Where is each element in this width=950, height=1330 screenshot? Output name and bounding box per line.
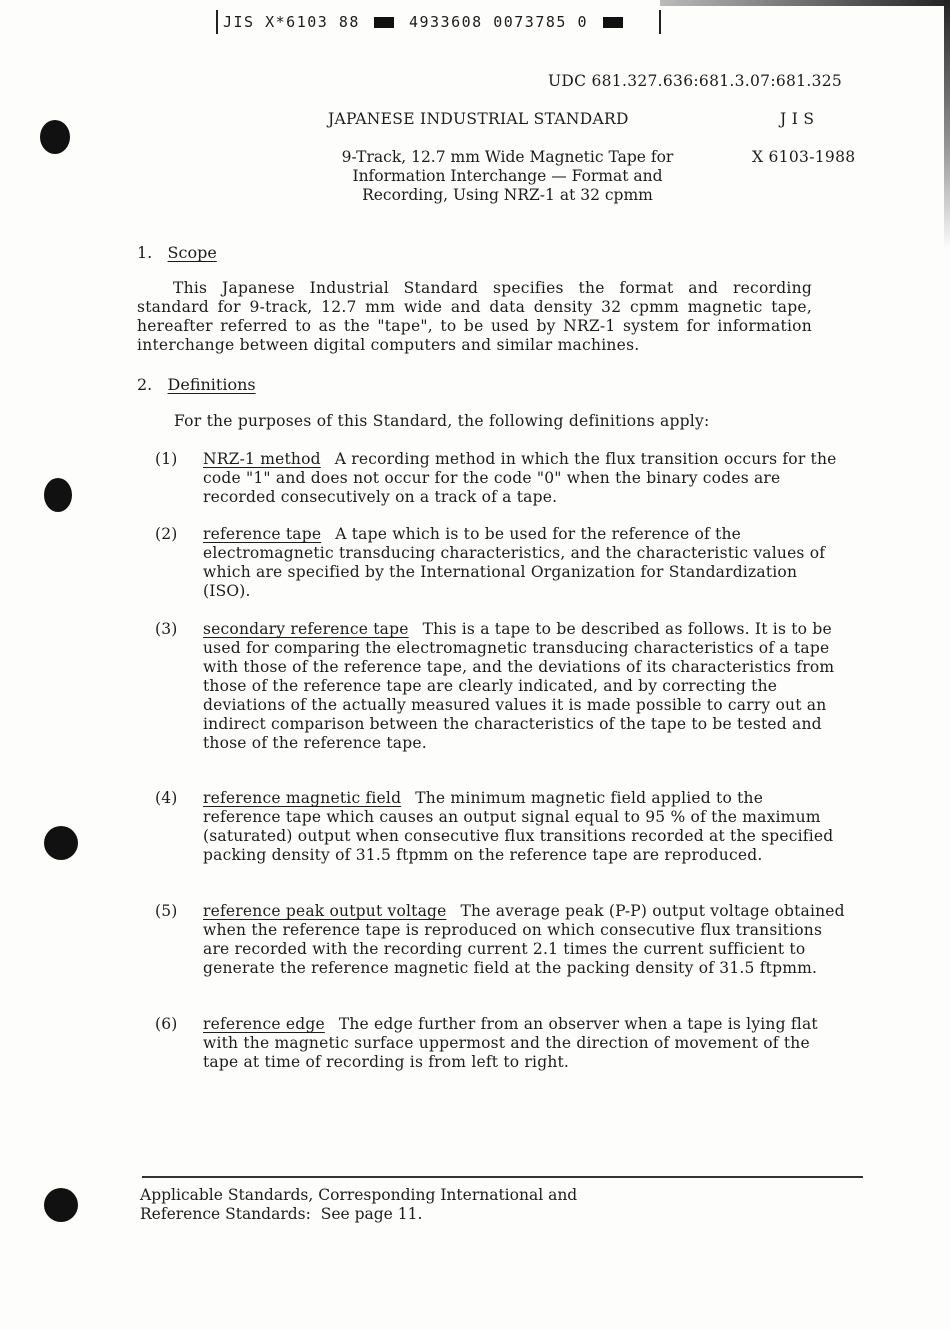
jis-label: J I S (780, 110, 815, 128)
section-2-title: Definitions (167, 375, 256, 394)
title-line-2: Information Interchange — Format and (352, 167, 663, 185)
footer-note (140, 1186, 577, 1224)
punch-hole-1 (40, 120, 70, 154)
definition-item (155, 525, 845, 601)
definition-item (155, 450, 845, 507)
definition-text: The average peak (P-P) output voltage obtained when the reference tape is reproduced on which consecutive flux transitions are recorded with the recording current 2.1 times the current sufficient to generate the reference magnetic field at the packing density of 31.5 ftpmm. (203, 902, 845, 977)
definition-term: reference peak output voltage (203, 902, 447, 920)
title-line-3: Recording, Using NRZ-1 at 32 cpmm (362, 186, 653, 204)
footer-line-2: Reference Standards: See page 11. (140, 1205, 423, 1223)
definition-item (155, 620, 845, 753)
footer-divider (142, 1176, 863, 1178)
definition-item (155, 902, 845, 978)
stamp-block-mark-2 (603, 17, 623, 28)
definition-text: This is a tape to be described as follows. It is to be used for comparing the electromagnetic transducing characteristics of a tape with those of the reference tape, and the deviations of its characteristics from those of the reference tape are clearly indicated, and by correcting the deviations of the actually measured values it is made possible to carry out an indirect comparison between the characteristics of the tape to be tested and those of the reference tape. (203, 620, 835, 752)
definition-term: NRZ-1 method (203, 450, 321, 468)
punch-hole-2 (44, 478, 72, 512)
document-title (300, 148, 715, 205)
punch-hole-4 (44, 1188, 78, 1222)
definition-term: secondary reference tape (203, 620, 409, 638)
definition-item (155, 789, 845, 865)
udc-code: UDC 681.327.636:681.3.07:681.325 (548, 72, 843, 90)
scan-edge-right (944, 0, 950, 250)
punch-hole-3 (44, 826, 78, 860)
definition-number: (5) (155, 902, 178, 920)
definitions-intro: For the purposes of this Standard, the following definitions apply: (174, 412, 710, 430)
section-2-heading (137, 375, 256, 394)
standard-name: JAPANESE INDUSTRIAL STANDARD (328, 110, 629, 128)
definition-text: A recording method in which the flux transition occurs for the code "1" and does not occur for the code "0" when the binary codes are recorded consecutively on a track of a tape. (203, 450, 837, 506)
section-1-heading (137, 243, 217, 262)
definition-number: (1) (155, 450, 178, 468)
definition-term: reference tape (203, 525, 322, 543)
stamp-block-mark (374, 17, 394, 28)
scan-edge-top (660, 0, 950, 6)
title-line-1: 9-Track, 12.7 mm Wide Magnetic Tape for (341, 148, 674, 166)
definition-number: (3) (155, 620, 178, 638)
stamp-part2: 4933608 0073785 0 (408, 13, 588, 31)
definition-term: reference edge (203, 1015, 325, 1033)
scope-paragraph: This Japanese Industrial Standard specifies the format and recording standard for 9-track, 12.7 mm wide and data density 32 cpmm magnetic tape, hereafter referred to as the "tape", to be used by NRZ-1 system for information interchange between digital computers and similar machines. (137, 279, 812, 354)
definition-number: (2) (155, 525, 178, 543)
definition-text: The edge further from an observer when a tape is lying flat with the magnetic surface uppermost and the direction of movement of the tape at time of recording is from left to right. (203, 1015, 818, 1071)
definition-number: (6) (155, 1015, 178, 1033)
standard-number: X 6103-1988 (752, 148, 856, 166)
definition-term: reference magnetic field (203, 789, 402, 807)
section-1-number: 1. (137, 243, 153, 262)
definition-text: A tape which is to be used for the reference of the electromagnetic transducing characteristics, and the characteristic values of which are specified by the International Organization for Standardization (ISO). (203, 525, 826, 600)
definition-text: The minimum magnetic field applied to the reference tape which causes an output signal equal to 95 % of the maximum (saturated) output when consecutive flux transitions recorded at the specified packing density of 31.5 ftpmm on the reference tape are reproduced. (203, 789, 834, 864)
stamp-part1: JIS X*6103 88 (223, 13, 360, 31)
footer-line-1: Applicable Standards, Corresponding International and (140, 1186, 578, 1204)
scan-header-stamp (216, 10, 661, 34)
section-1-title: Scope (167, 243, 217, 262)
definition-item (155, 1015, 845, 1072)
definition-number: (4) (155, 789, 178, 807)
section-2-number: 2. (137, 375, 153, 394)
